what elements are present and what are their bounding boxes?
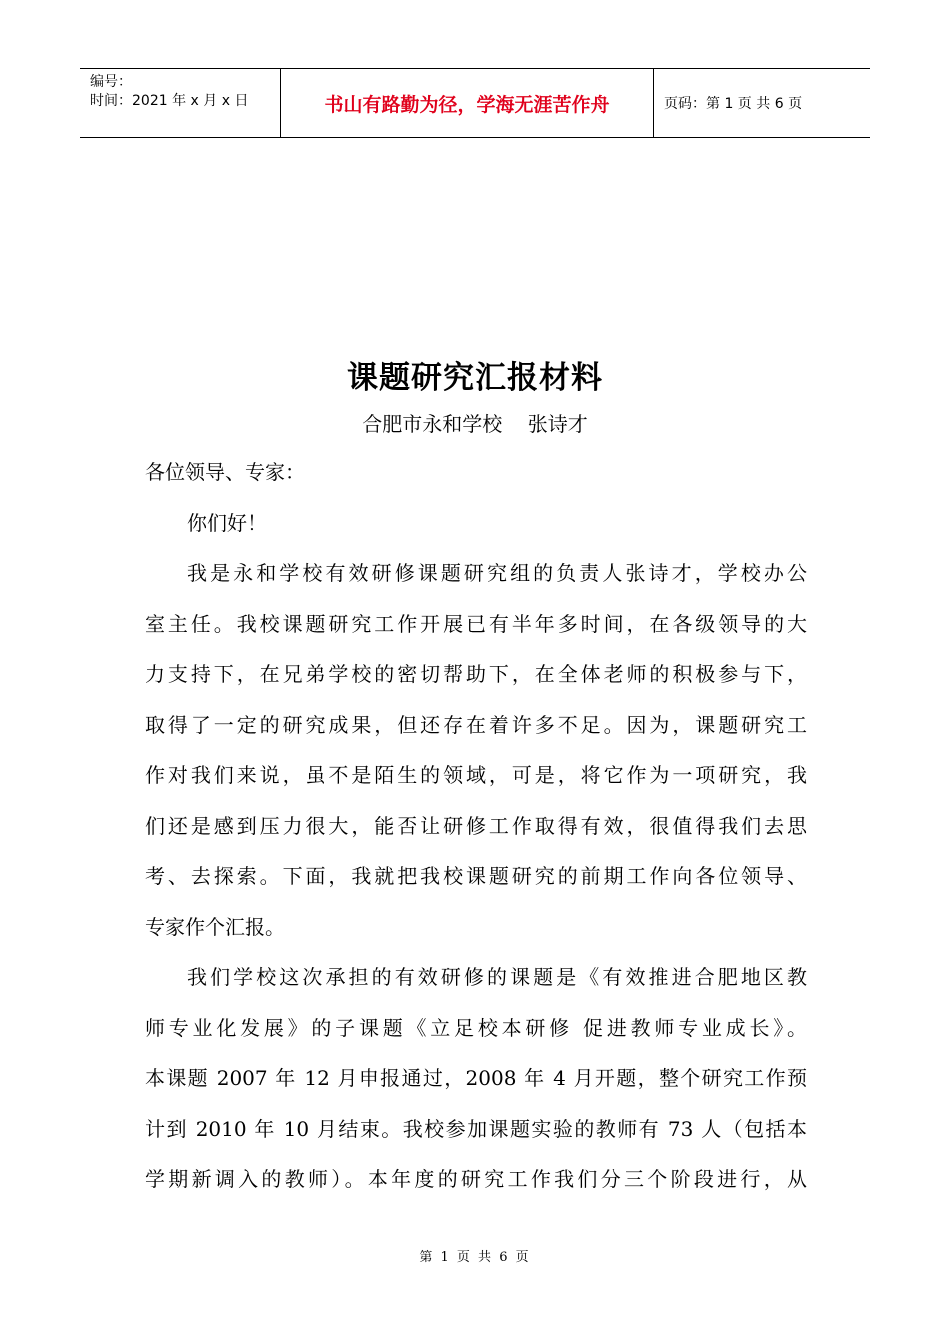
body-line: 力支持下，在兄弟学校的密切帮助下，在全体老师的积极参与下， — [145, 662, 807, 686]
body-line: 取得了一定的研究成果，但还存在着许多不足。因为，课题研究工 — [145, 712, 807, 737]
body-line: 作对我们来说，虽不是陌生的领域，可是，将它作为一项研究，我 — [145, 763, 807, 787]
body-line: 考、去探索。下面，我就把我校课题研究的前期工作向各位领导、 — [145, 864, 807, 888]
number-label: 编号： — [90, 74, 132, 90]
body-line: 学期新调入的教师）。本年度的研究工作我们分三个阶段进行，从 — [145, 1167, 807, 1191]
greeting: 你们好！ — [187, 510, 267, 535]
salutation: 各位领导、专家： — [145, 460, 305, 484]
header-page-info: 页码：第 1 页 共 6 页 — [664, 96, 803, 112]
body-line: 我是永和学校有效研修课题研究组的负责人张诗才，学校办公 — [187, 561, 807, 585]
date-label: 时间：2021 年 x 月 x 日 — [90, 93, 249, 109]
document-author: 合肥市永和学校 张诗才 — [362, 412, 588, 436]
body-line: 室主任。我校课题研究工作开展已有半年多时间，在各级领导的大 — [145, 611, 807, 636]
page-footer: 第 1 页 共 6 页 — [419, 1250, 531, 1265]
header-meta — [80, 69, 281, 137]
header-motto: 书山有路勤为径，学海无涯苦作舟 — [281, 69, 654, 137]
document-title: 课题研究汇报材料 — [347, 360, 603, 396]
page-header — [80, 68, 870, 138]
body-line: 我们学校这次承担的有效研修的课题是《有效推进合肥地区教 — [187, 965, 807, 989]
body-line: 专家作个汇报。 — [145, 914, 285, 939]
body-line: 们还是感到压力很大，能否让研修工作取得有效，很值得我们去思 — [145, 813, 807, 838]
document-body — [145, 452, 807, 1210]
body-line: 本课题 2007 年 12 月申报通过，2008 年 4 月开题，整个研究工作预 — [145, 1066, 807, 1090]
body-line: 师专业化发展》的子课题《立足校本研修 促进教师专业成长》。 — [145, 1015, 807, 1040]
body-line: 计到 2010 年 10 月结束。我校参加课题实验的教师有 73 人（包括本 — [145, 1116, 807, 1141]
